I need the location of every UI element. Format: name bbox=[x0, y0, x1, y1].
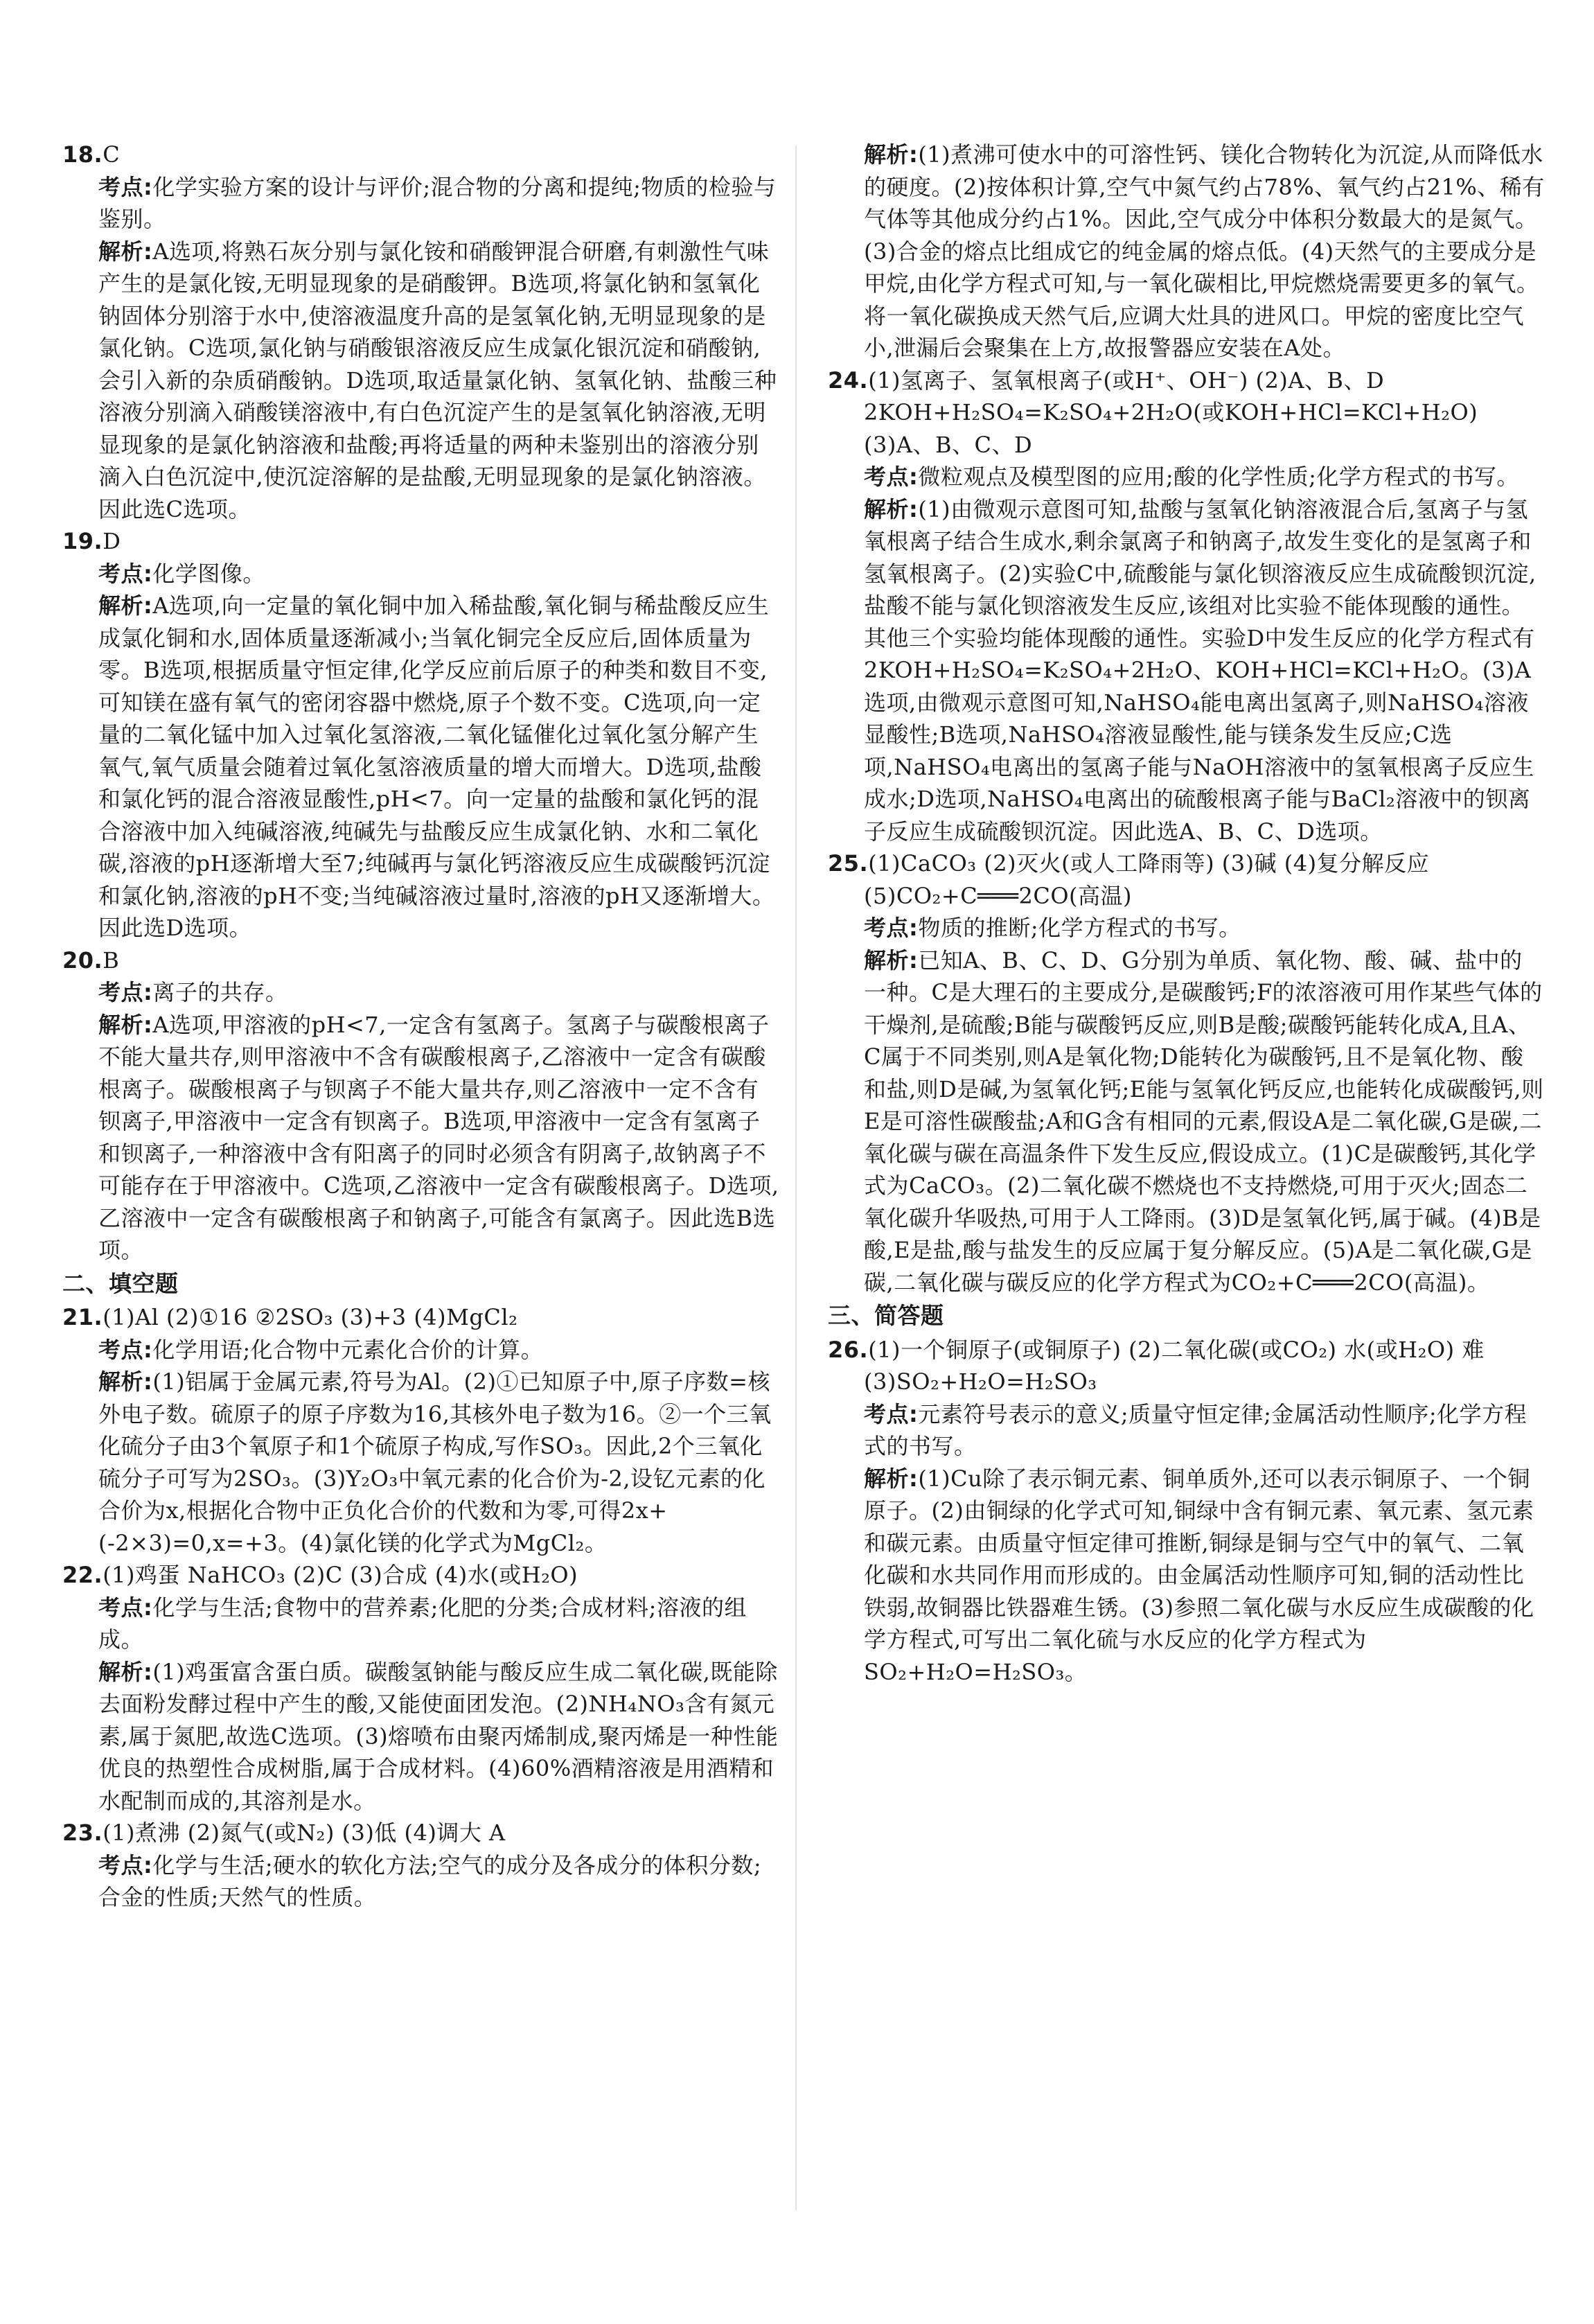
answer-line bbox=[62, 525, 779, 558]
jiexi-label: 解析: bbox=[98, 1368, 153, 1395]
jiexi-text: A选项,将熟石灰分别与氯化铵和硝酸钾混合研磨,有刺激性气味产生的是氯化铵,无明显现象的是硝酸钾。B选项,将氯化钠和氢氧化钠固体分别溶于水中,使溶液温度升高的是氢氧化钠,无明显现象的是氯化钠。C选项,氯化钠与硝酸银溶液反应生成氯化银沉淀和硝酸钠,会引入新的杂质硝酸钠。D选项,取适量氯化钠、氢氧化钠、盐酸三种溶液分别滴入硝酸镁溶液中,有白色沉淀产生的是氢氧化钠溶液,无明显现象的是氯化钠溶液和盐酸;再将适量的两种未鉴别出的溶液分别滴入白色沉淀中,使沉淀溶解的是盐酸,无明显现象的是氯化钠溶液。因此选C选项。 bbox=[98, 238, 777, 522]
kaodian-label: 考点: bbox=[98, 1594, 153, 1621]
jiexi-text: (1)煮沸可使水中的可溶性钙、镁化合物转化为沉淀,从而降低水的硬度。(2)按体积计算,空气中氮气约占78%、氧气约占21%、稀有气体等其他成分约占1%。因此,空气成分中体积分数最大的是氮气。(3)合金的熔点比组成它的纯金属的熔点低。(4)天然气的主要成分是甲烷,由化学方程式可知,与一氧化碳相比,甲烷燃烧需要更多的氧气。将一氧化碳换成天然气后,应调大灶具的进风口。甲烷的密度比空气小,泄漏后会聚集在上方,故报警器应安装在A处。 bbox=[864, 141, 1545, 361]
jiexi-label: 解析: bbox=[864, 141, 919, 168]
jiexi-text: A选项,甲溶液的pH<7,一定含有氢离子。氢离子与碳酸根离子不能大量共存,则甲溶液中不含有碳酸根离子,乙溶液中一定含有碳酸根离子。碳酸根离子与钡离子不能大量共存,则乙溶液中一定不含有钡离子,甲溶液中一定含有钡离子。B选项,甲溶液中一定含有氢离子和钡离子,一种溶液中含有阳离子的同时必须含有阴离子,故钠离子不可能存在于甲溶液中。C选项,乙溶液中一定含有碳酸根离子。D选项,乙溶液中一定含有碳酸根离子和钠离子,可能含有氯离子。因此选B选项。 bbox=[98, 1011, 779, 1263]
jiexi-label: 解析: bbox=[864, 947, 919, 974]
kaodian-text: 化学与生活;食物中的营养素;化肥的分类;合成材料;溶液的组成。 bbox=[98, 1594, 747, 1653]
kaodian-block bbox=[828, 461, 1545, 493]
question-number: 24. bbox=[828, 367, 869, 394]
kaodian-block bbox=[62, 558, 779, 590]
jiexi-text: (1)由微观示意图可知,盐酸与氢氧化钠溶液混合后,氢离子与氢氧根离子结合生成水,剩余氯离子和钠离子,故发生变化的是氢离子和氢氧根离子。(2)实验C中,硫酸能与氯化钡溶液反应生成硫酸钡沉淀,盐酸不能与氯化钡溶液发生反应,该组对比实验不能体现酸的通性。其他三个实验均能体现酸的通性。实验D中发生反应的化学方程式有2KOH+H₂SO₄=K₂SO₄+2H₂O、KOH+HCl=KCl+H₂O。(3)A选项,由微观示意图可知,NaHSO₄能电离出氢离子,则NaHSO₄溶液显酸性;B选项,NaHSO₄溶液显酸性,能与镁条发生反应;C选项,NaHSO₄电离出的氢离子能与NaOH溶液中的氢氧根离子反应生成水;D选项,NaHSO₄电离出的硫酸根离子能与BaCl₂溶液中的钡离子反应生成硫酸钡沉淀。因此选A、B、C、D选项。 bbox=[864, 495, 1537, 845]
answer-text: (1)鸡蛋 NaHCO₃ (2)C (3)合成 (4)水(或H₂O) bbox=[103, 1562, 578, 1588]
jiexi-block bbox=[62, 1366, 779, 1559]
kaodian-text: 元素符号表示的意义;质量守恒定律;金属活动性顺序;化学方程式的书写。 bbox=[864, 1400, 1527, 1459]
kaodian-label: 考点: bbox=[98, 1851, 153, 1878]
jiexi-label: 解析: bbox=[98, 1658, 153, 1685]
jiexi-text: A选项,向一定量的氧化铜中加入稀盐酸,氧化铜与稀盐酸反应生成氯化铜和水,固体质量逐渐减小;当氧化铜完全反应后,固体质量为零。B选项,根据质量守恒定律,化学反应前后原子的种类和数目不变,可知镁在盛有氧气的密闭容器中燃烧,原子个数不变。C选项,向一定量的二氧化锰中加入过氧化氢溶液,二氧化锰催化过氧化氢分解产生氧气,氧气质量会随着过氧化氢溶液质量的增大而增大。D选项,盐酸和氯化钙的混合溶液显酸性,pH<7。向一定量的盐酸和氯化钙的混合溶液中加入纯碱溶液,纯碱先与盐酸反应生成氯化钠、水和二氧化碳,溶液的pH逐渐增大至7;纯碱再与氯化钙溶液反应生成碳酸钙沉淀和氯化钠,溶液的pH不变;当纯碱溶液过量时,溶液的pH又逐渐增大。因此选D选项。 bbox=[98, 592, 775, 941]
kaodian-label: 考点: bbox=[98, 1336, 153, 1363]
jiexi-block bbox=[828, 1463, 1545, 1689]
kaodian-label: 考点: bbox=[864, 464, 919, 490]
question-number: 21. bbox=[62, 1304, 103, 1330]
jiexi-label: 解析: bbox=[98, 1011, 153, 1038]
jiexi-block bbox=[828, 139, 1545, 364]
answer-line bbox=[62, 1817, 779, 1849]
answer-text: B bbox=[103, 947, 120, 974]
right-column bbox=[828, 139, 1545, 1688]
kaodian-block bbox=[62, 1849, 779, 1914]
column-divider bbox=[795, 146, 797, 2210]
kaodian-text: 离子的共存。 bbox=[152, 979, 288, 1005]
kaodian-text: 化学实验方案的设计与评价;混合物的分离和提纯;物质的检验与鉴别。 bbox=[98, 173, 777, 232]
jiexi-block bbox=[62, 590, 779, 944]
question-number: 26. bbox=[828, 1336, 869, 1363]
jiexi-block bbox=[62, 1656, 779, 1817]
kaodian-block bbox=[62, 1592, 779, 1656]
kaodian-block bbox=[62, 976, 779, 1009]
kaodian-block bbox=[828, 1398, 1545, 1463]
jiexi-label: 解析: bbox=[98, 592, 153, 619]
question-number: 19. bbox=[62, 528, 103, 554]
answer-line bbox=[62, 1559, 779, 1592]
answer-line bbox=[62, 944, 779, 977]
kaodian-label: 考点: bbox=[98, 979, 153, 1005]
kaodian-text: 微粒观点及模型图的应用;酸的化学性质;化学方程式的书写。 bbox=[918, 464, 1519, 490]
answer-text: C bbox=[103, 141, 121, 168]
answer-line bbox=[828, 847, 1545, 912]
jiexi-text: 已知A、B、C、D、G分别为单质、氧化物、酸、碱、盐中的一种。C是大理石的主要成分,是碳酸钙;F的浓溶液可用作某些气体的干燥剂,是硫酸;B能与碳酸钙反应,则B是酸;碳酸钙能转化成A,且A、C属于不同类别,则A是氧化物;D能转化为碳酸钙,且不是氧化物、酸和盐,则D是碱,为氢氧化钙;E能与氢氧化钙反应,也能转化成碳酸钙,则E是可溶性碳酸盐;A和G含有相同的元素,假设A是二氧化碳,G是碳,二氧化碳与碳在高温条件下发生反应,假设成立。(1)C是碳酸钙,其化学式为CaCO₃。(2)二氧化碳不燃烧也不支持燃烧,可用于灭火;固态二氧化碳升华吸热,可用于人工降雨。(3)D是氢氧化钙,属于碱。(4)B是酸,E是盐,酸与盐发生的反应属于复分解反应。(5)A是二氧化碳,G是碳,二氧化碳与碳反应的化学方程式为CO₂+C═══2CO(高温)。 bbox=[864, 947, 1544, 1296]
answer-line bbox=[828, 1334, 1545, 1398]
answer-line bbox=[62, 1301, 779, 1334]
section-heading: 二、填空题 bbox=[62, 1269, 179, 1297]
jiexi-label: 解析: bbox=[864, 495, 919, 522]
jiexi-block bbox=[62, 236, 779, 526]
kaodian-text: 物质的推断;化学方程式的书写。 bbox=[918, 915, 1241, 941]
left-column bbox=[62, 139, 779, 1914]
kaodian-block bbox=[828, 912, 1545, 944]
kaodian-label: 考点: bbox=[864, 915, 919, 941]
answer-text: D bbox=[103, 528, 121, 554]
answer-line bbox=[62, 139, 779, 171]
kaodian-label: 考点: bbox=[98, 173, 153, 200]
question-number: 25. bbox=[828, 850, 869, 877]
jiexi-text: (1)铝属于金属元素,符号为Al。(2)①已知原子中,原子序数=核外电子数。硫原子的原子序数为16,其核外电子数为16。②一个三氧化硫分子由3个氧原子和1个硫原子构成,写作SO₃。因此,2个三氧化硫分子可写为2SO₃。(3)Y₂O₃中氧元素的化合价为-2,设钇元素的化合价为x,根据化合物中正负化合价的代数和为零,可得2x+(-2×3)=0,x=+3。(4)氯化镁的化学式为MgCl₂。 bbox=[98, 1368, 772, 1556]
jiexi-block bbox=[62, 1009, 779, 1267]
question-number: 20. bbox=[62, 947, 103, 974]
answer-text: (1)Al (2)①16 ②2SO₃ (3)+3 (4)MgCl₂ bbox=[103, 1304, 518, 1330]
jiexi-text: (1)Cu除了表示铜元素、铜单质外,还可以表示铜原子、一个铜原子。(2)由铜绿的化学式可知,铜绿中含有铜元素、氧元素、氢元素和碳元素。由质量守恒定律可推断,铜绿是铜与空气中的氧气、二氧化碳和水共同作用而形成的。由金属活动性顺序可知,铜的活动性比铁弱,故铜器比铁器难生锈。(3)参照二氧化碳与水反应生成碳酸的化学方程式,可写出二氧化硫与水反应的化学方程式为SO₂+H₂O=H₂SO₃。 bbox=[864, 1465, 1534, 1685]
kaodian-text: 化学与生活;硬水的软化方法;空气的成分及各成分的体积分数;合金的性质;天然气的性质。 bbox=[98, 1851, 762, 1910]
answer-text: (1)CaCO₃ (2)灭火(或人工降雨等) (3)碱 (4)复分解反应 (5)CO₂+C═══2CO(高温) bbox=[864, 850, 1430, 909]
question-number: 23. bbox=[62, 1820, 103, 1846]
question-number: 22. bbox=[62, 1562, 103, 1588]
answer-text: (1)煮沸 (2)氮气(或N₂) (3)低 (4)调大 A bbox=[103, 1820, 506, 1846]
kaodian-label: 考点: bbox=[864, 1400, 919, 1427]
section-heading: 三、简答题 bbox=[828, 1302, 944, 1329]
kaodian-block bbox=[62, 1334, 779, 1366]
kaodian-text: 化学用语;化合物中元素化合价的计算。 bbox=[152, 1336, 544, 1363]
jiexi-text: (1)鸡蛋富含蛋白质。碳酸氢钠能与酸反应生成二氧化碳,既能除去面粉发酵过程中产生的酸,又能使面团发泡。(2)NH₄NO₃含有氮元素,属于氮肥,故选C选项。(3)熔喷布由聚丙烯制成,聚丙烯是一种性能优良的热塑性合成树脂,属于合成材料。(4)60%酒精溶液是用酒精和水配制而成的,其溶剂是水。 bbox=[98, 1658, 779, 1814]
kaodian-block bbox=[62, 171, 779, 236]
answer-text: (1)氢离子、氢氧根离子(或H⁺、OH⁻) (2)A、B、D 2KOH+H₂SO₄=K₂SO₄+2H₂O(或KOH+HCl=KCl+H₂O) (3)A、B、C、D bbox=[864, 367, 1478, 458]
jiexi-block bbox=[828, 493, 1545, 848]
answer-line bbox=[828, 364, 1545, 461]
kaodian-label: 考点: bbox=[98, 560, 153, 587]
jiexi-label: 解析: bbox=[864, 1465, 919, 1492]
question-number: 18. bbox=[62, 141, 103, 168]
answer-text: (1)一个铜原子(或铜原子) (2)二氧化碳(或CO₂) 水(或H₂O) 难 (3)SO₂+H₂O=H₂SO₃ bbox=[864, 1336, 1485, 1395]
jiexi-block bbox=[828, 944, 1545, 1299]
jiexi-label: 解析: bbox=[98, 238, 153, 265]
kaodian-text: 化学图像。 bbox=[152, 560, 265, 587]
